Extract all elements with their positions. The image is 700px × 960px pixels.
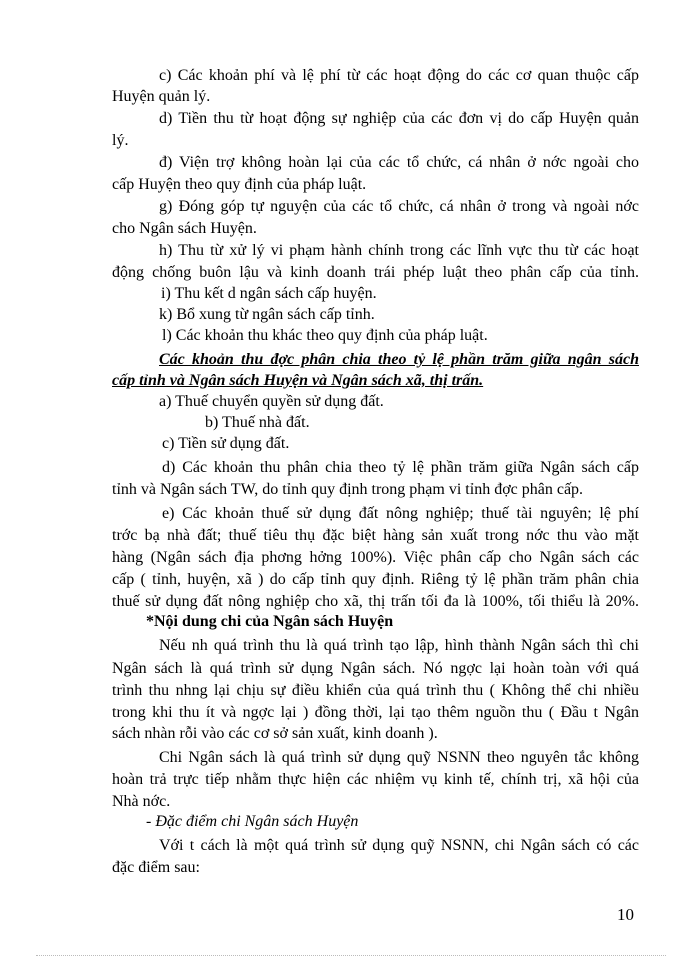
- text-line: i) Thu kết d ngân sách cấp huyện.: [161, 285, 377, 302]
- text-line: b) Thuế nhà đất.: [205, 414, 310, 431]
- text-line: Với t cách là một quá trình sử dụng quỹ NSNN, chi Ngân sách có các: [159, 837, 639, 854]
- text-line: l) Các khoản thu khác theo quy định của pháp luật.: [162, 327, 488, 344]
- text-line: k) Bổ xung từ ngân sách cấp tỉnh.: [159, 306, 375, 323]
- text-line: Ngân sách là quá trình sử dụng Ngân sách. Nó ngợc lại hoàn toàn với quá: [112, 660, 639, 677]
- text-line: cho Ngân sách Huyện.: [112, 220, 257, 237]
- text-line: hàng (Ngân sách địa phơng hởng 100%). Việc phân cấp cho Ngân sách các: [112, 549, 639, 566]
- text-line: cấp ( tỉnh, huyện, xã ) do cấp tỉnh quy định. Riêng tỷ lệ phần trăm phân chia: [112, 571, 639, 588]
- text-line: động chống buôn lậu và kinh doanh trái phép luật theo phân cấp của tỉnh.: [112, 264, 639, 281]
- text-line: c) Tiền sử dụng đất.: [162, 435, 290, 452]
- text-line: lý.: [112, 132, 129, 149]
- text-line: Nếu nh quá trình thu là quá trình tạo lập, hình thành Ngân sách thì chi: [159, 637, 639, 654]
- section-heading: cấp tỉnh và Ngân sách Huyện và Ngân sách xã, thị trấn.: [112, 372, 484, 389]
- page-number: 10: [617, 905, 634, 924]
- text-line: d) Tiền thu từ hoạt động sự nghiệp của các đơn vị do cấp Huyện quản: [159, 110, 639, 127]
- text-line: trong khi thu ít và ngợc lại ) đồng thời, lại tạo thêm nguồn thu ( Đầu t Ngân: [112, 704, 639, 721]
- text-line: trình thu nhng lại chịu sự điều khiển của quá trình thu ( Không thể chi nhiều: [112, 682, 639, 699]
- text-line: e) Các khoản thuế sử dụng đất nông nghiệp; thuế tài nguyên; lệ phí: [162, 505, 639, 522]
- text-line: d) Các khoản thu phân chia theo tỷ lệ phần trăm giữa Ngân sách cấp: [162, 459, 639, 476]
- text-line: hoàn trả trực tiếp nhằm thực hiện các nhiệm vụ kinh tế, chính trị, xã hội của: [112, 771, 639, 788]
- section-heading: *Nội dung chi của Ngân sách Huyện: [146, 613, 394, 630]
- text-line: cấp Huyện theo quy định của pháp luật.: [112, 176, 367, 193]
- text-line: đ) Viện trợ không hoàn lại của các tổ chức, cá nhân ở nớc ngoài cho: [159, 154, 639, 171]
- section-heading: - Đặc điểm chi Ngân sách Huyện: [146, 813, 359, 830]
- footer-divider: [36, 955, 666, 956]
- text-line: Huyện quản lý.: [112, 88, 211, 105]
- text-line: Chi Ngân sách là quá trình sử dụng quỹ NSNN theo nguyên tắc không: [159, 749, 639, 766]
- text-line: tỉnh và Ngân sách TW, do tỉnh quy định trong phạm vi tỉnh đợc phân cấp.: [112, 481, 584, 498]
- section-heading: Các khoản thu đợc phân chia theo tỷ lệ phần trăm giữa ngân sách: [159, 351, 639, 368]
- text-line: trớc bạ nhà đất; thuế tiêu thụ đặc biệt hàng sản xuất trong nớc thu vào mặt: [112, 527, 639, 544]
- text-line: sách nhàn rỗi vào các cơ sở sản xuất, kinh doanh ).: [112, 725, 438, 742]
- text-line: h) Thu từ xử lý vi phạm hành chính trong các lĩnh vực thu từ các hoạt: [159, 242, 639, 259]
- text-line: thuế sử dụng đất nông nghiệp cho xã, thị trấn tối đa là 100%, tối thiểu là 20%.: [112, 593, 639, 610]
- text-line: a) Thuế chuyển quyền sử dụng đất.: [159, 393, 384, 410]
- text-line: Nhà nớc.: [112, 793, 171, 810]
- text-line: đặc điểm sau:: [112, 859, 200, 876]
- text-line: g) Đóng góp tự nguyện của các tổ chức, cá nhân ở trong và ngoài nớc: [159, 198, 639, 215]
- text-line: c) Các khoản phí và lệ phí từ các hoạt động do các cơ quan thuộc cấp: [159, 67, 639, 84]
